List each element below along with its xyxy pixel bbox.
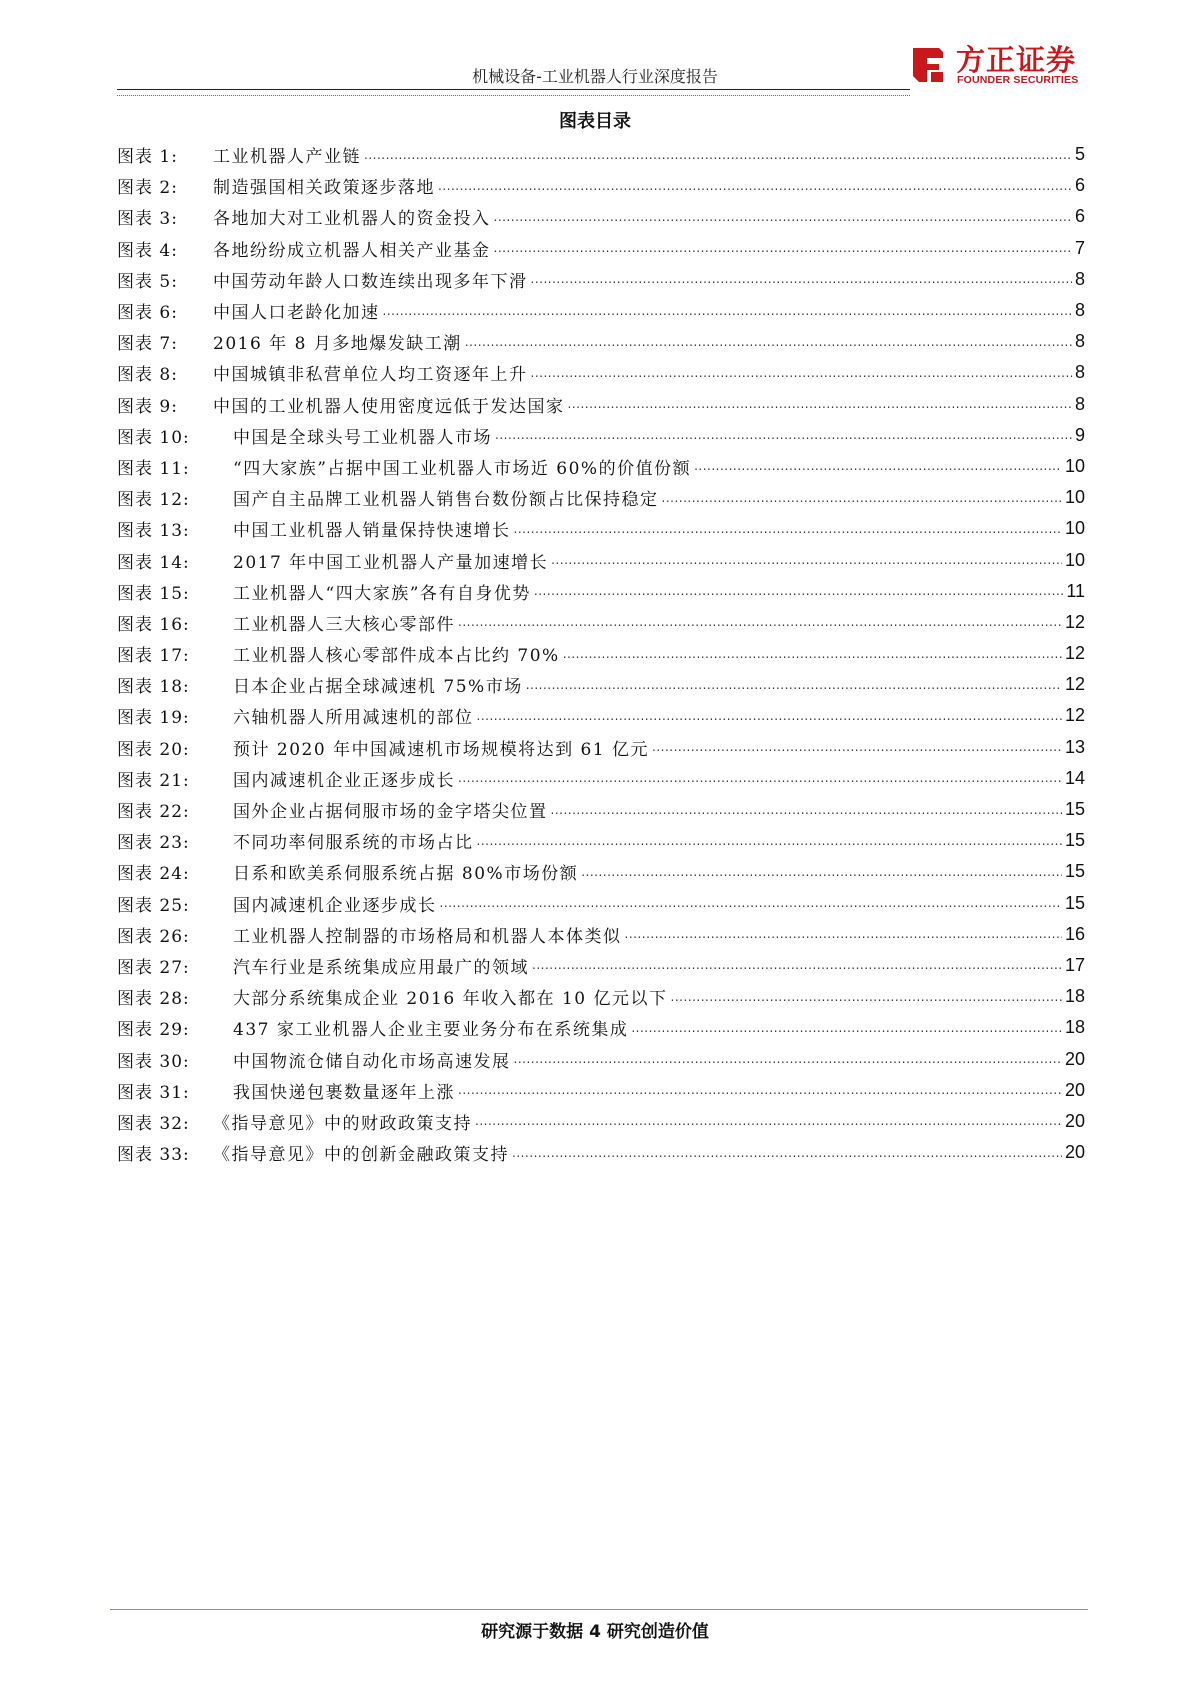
toc-entry[interactable] [117,1106,1085,1137]
toc-entry-caption: 中国城镇非私营单位人均工资逐年上升 [213,365,528,386]
toc-dot-leader [694,457,1062,475]
toc-entry-caption: 《指导意见》中的创新金融政策支持 [213,1145,509,1166]
toc-entry[interactable] [117,295,1085,326]
toc-entry[interactable] [117,607,1085,638]
toc-dot-leader [458,769,1062,787]
toc-entry[interactable] [117,1137,1085,1168]
report-title: 机械设备-工业机器人行业深度报告 [472,67,718,86]
toc-entry[interactable] [117,981,1085,1012]
toc-entry-caption: “四大家族”占据中国工业机器人市场近 60%的价值份额 [233,458,692,479]
toc-entry[interactable] [117,389,1085,420]
toc-entry-number: 图表 4: [117,240,178,261]
toc-entry[interactable] [117,357,1085,388]
toc-entry-page: 16 [1064,923,1085,944]
toc-entry-page: 18 [1064,1017,1085,1038]
toc-entry[interactable] [117,1075,1085,1106]
toc-entry-number: 图表 20: [117,739,190,760]
toc-entry[interactable] [117,950,1085,981]
toc-dot-leader [477,707,1062,725]
toc-entry-caption: 不同功率伺服系统的市场占比 [233,833,474,854]
toc-entry[interactable] [117,139,1085,170]
toc-entry[interactable] [117,825,1085,856]
toc-entry-page: 17 [1064,954,1085,975]
toc-entry[interactable] [117,856,1085,887]
toc-entry-page: 15 [1064,892,1085,913]
toc-entry[interactable] [117,763,1085,794]
toc-entry-number: 图表 11: [117,458,190,479]
toc-entry-caption: 日本企业占据全球减速机 75%市场 [233,677,523,698]
toc-entry-page: 12 [1064,674,1085,695]
toc-entry[interactable] [117,201,1085,232]
toc-entry-caption: 六轴机器人所用减速机的部位 [233,708,474,729]
toc-dot-leader [458,1081,1062,1099]
toc-list [117,139,1085,1168]
toc-entry[interactable] [117,1043,1085,1074]
toc-entry-caption: 中国物流仓储自动化市场高速发展 [233,1051,511,1072]
toc-entry[interactable] [117,264,1085,295]
toc-entry-page: 8 [1074,362,1085,383]
toc-entry[interactable] [117,1012,1085,1043]
toc-entry-caption: 工业机器人控制器的市场格局和机器人本体类似 [233,926,622,947]
toc-entry-page: 20 [1064,1110,1085,1131]
toc-dot-leader [551,551,1062,569]
toc-entry-caption: 工业机器人产业链 [213,147,361,168]
toc-entry-page: 7 [1074,237,1085,258]
toc-entry-caption: 大部分系统集成企业 2016 年收入都在 10 亿元以下 [233,989,668,1010]
toc-dot-leader [625,925,1062,943]
toc-entry-caption: 国产自主品牌工业机器人销售台数份额占比保持稳定 [233,490,659,511]
toc-entry-caption: 《指导意见》中的财政政策支持 [213,1113,472,1134]
toc-entry-caption: 437 家工业机器人企业主要业务分布在系统集成 [233,1020,629,1041]
toc-dot-leader [526,676,1062,694]
toc-entry-number: 图表 19: [117,708,190,729]
toc-title: 图表目录 [559,111,631,132]
toc-dot-leader [438,177,1072,195]
toc-dot-leader [458,613,1062,631]
toc-entry-caption: 国内减速机企业逐步成长 [233,895,437,916]
toc-entry-page: 15 [1064,861,1085,882]
toc-entry[interactable] [117,669,1085,700]
toc-entry-caption: 日系和欧美系伺服系统占据 80%市场份额 [233,864,579,885]
toc-entry[interactable] [117,794,1085,825]
logo-english-text: FOUNDER SECURITIES [957,74,1079,86]
toc-dot-leader [662,489,1062,507]
toc-dot-leader [495,426,1072,444]
toc-entry-number: 图表 27: [117,957,190,978]
footer-slogan: 研究源于数据 4 研究创造价值 [481,1622,709,1642]
toc-entry-page: 15 [1064,830,1085,851]
toc-entry-page: 20 [1064,1048,1085,1069]
toc-entry-page: 14 [1064,767,1085,788]
toc-entry-number: 图表 22: [117,802,190,823]
toc-dot-leader [383,302,1072,320]
toc-entry-caption: 各地加大对工业机器人的资金投入 [213,209,491,230]
toc-entry[interactable] [117,700,1085,731]
toc-entry-number: 图表 30: [117,1051,190,1072]
toc-entry-caption: 2017 年中国工业机器人产量加速增长 [233,552,549,573]
toc-dot-leader [568,395,1072,413]
toc-entry-number: 图表 9: [117,396,178,417]
toc-entry-caption: 国内减速机企业正逐步成长 [233,770,455,791]
toc-entry-number: 图表 17: [117,646,190,667]
toc-entry-page: 10 [1064,518,1085,539]
toc-dot-leader [475,1112,1062,1130]
toc-entry-page: 6 [1074,175,1085,196]
toc-entry-caption: 中国人口老龄化加速 [213,303,380,324]
toc-entry-page: 13 [1064,736,1085,757]
toc-entry-page: 8 [1074,268,1085,289]
toc-entry-caption: 我国快递包裹数量逐年上涨 [233,1082,455,1103]
toc-dot-leader [531,364,1072,382]
toc-dot-leader [563,645,1062,663]
toc-entry-page: 8 [1074,300,1085,321]
toc-entry-caption: 2016 年 8 月多地爆发缺工潮 [213,334,462,355]
toc-entry[interactable] [117,732,1085,763]
toc-entry-page: 20 [1064,1079,1085,1100]
toc-entry-number: 图表 15: [117,583,190,604]
toc-entry-caption: 预计 2020 年中国减速机市场规模将达到 61 亿元 [233,739,650,760]
header-divider [117,89,910,90]
toc-dot-leader [494,208,1072,226]
toc-entry-caption: 制造强国相关政策逐步落地 [213,178,435,199]
toc-entry[interactable] [117,513,1085,544]
header-dotted-divider [117,95,910,96]
toc-entry-page: 11 [1066,580,1085,601]
toc-entry-page: 5 [1074,144,1085,165]
toc-entry-number: 图表 23: [117,833,190,854]
toc-entry[interactable] [117,420,1085,451]
toc-entry-number: 图表 12: [117,490,190,511]
logo-chinese-text: 方正证券 [956,43,1077,77]
toc-dot-leader [531,270,1072,288]
toc-entry-page: 8 [1074,393,1085,414]
toc-entry-number: 图表 26: [117,926,190,947]
toc-dot-leader [514,1050,1062,1068]
toc-entry-caption: 中国工业机器人销量保持快速增长 [233,521,511,542]
toc-entry-page: 12 [1064,643,1085,664]
toc-dot-leader [551,801,1062,819]
toc-entry[interactable] [117,170,1085,201]
toc-entry-page: 9 [1074,424,1085,445]
toc-entry-number: 图表 25: [117,895,190,916]
toc-entry-number: 图表 24: [117,864,190,885]
company-logo [905,38,1085,90]
toc-entry-page: 12 [1064,611,1085,632]
toc-dot-leader [494,239,1072,257]
toc-entry-number: 图表 14: [117,552,190,573]
toc-entry-number: 图表 33: [117,1145,190,1166]
toc-entry-page: 18 [1064,986,1085,1007]
toc-entry-caption: 各地纷纷成立机器人相关产业基金 [213,240,491,261]
toc-entry-number: 图表 21: [117,770,190,791]
toc-entry-number: 图表 13: [117,521,190,542]
toc-entry-page: 20 [1064,1142,1085,1163]
toc-dot-leader [477,832,1062,850]
toc-entry[interactable] [117,919,1085,950]
toc-entry[interactable] [117,544,1085,575]
toc-entry-number: 图表 18: [117,677,190,698]
toc-entry-number: 图表 1: [117,147,178,168]
toc-entry-page: 12 [1064,705,1085,726]
toc-entry-page: 10 [1064,455,1085,476]
toc-entry-number: 图表 28: [117,989,190,1010]
toc-entry-page: 10 [1064,487,1085,508]
toc-entry-number: 图表 2: [117,178,178,199]
toc-entry[interactable] [117,326,1085,357]
toc-entry-caption: 中国是全球头号工业机器人市场 [233,427,492,448]
footer-divider [110,1609,1088,1610]
toc-entry-page: 10 [1064,549,1085,570]
toc-dot-leader [631,1019,1062,1037]
toc-entry-page: 15 [1064,799,1085,820]
toc-entry[interactable] [117,888,1085,919]
toc-dot-leader [440,894,1062,912]
toc-dot-leader [514,520,1062,538]
toc-entry[interactable] [117,482,1085,513]
toc-entry-number: 图表 32: [117,1113,190,1134]
toc-entry[interactable] [117,638,1085,669]
toc-dot-leader [512,1144,1062,1162]
toc-entry-number: 图表 8: [117,365,178,386]
toc-entry-caption: 中国的工业机器人使用密度远低于发达国家 [213,396,565,417]
toc-entry-caption: 国外企业占据伺服市场的金字塔尖位置 [233,802,548,823]
toc-entry[interactable] [117,451,1085,482]
toc-dot-leader [534,582,1063,600]
toc-entry-number: 图表 10: [117,427,190,448]
toc-entry-number: 图表 3: [117,209,178,230]
toc-entry-caption: 汽车行业是系统集成应用最广的领域 [233,957,529,978]
toc-entry-caption: 工业机器人“四大家族”各有自身优势 [233,583,531,604]
toc-dot-leader [652,738,1062,756]
toc-dot-leader [364,146,1072,164]
toc-entry[interactable] [117,233,1085,264]
toc-entry-number: 图表 6: [117,303,178,324]
toc-dot-leader [465,333,1072,351]
toc-dot-leader [581,863,1062,881]
toc-entry-page: 6 [1074,206,1085,227]
toc-entry-number: 图表 31: [117,1082,190,1103]
toc-dot-leader [671,988,1062,1006]
toc-entry-caption: 工业机器人核心零部件成本占比约 70% [233,646,560,667]
toc-entry-caption: 中国劳动年龄人口数连续出现多年下滑 [213,271,528,292]
toc-entry-number: 图表 5: [117,271,178,292]
toc-entry-caption: 工业机器人三大核心零部件 [233,614,455,635]
toc-entry-number: 图表 16: [117,614,190,635]
toc-entry-number: 图表 29: [117,1020,190,1041]
toc-entry[interactable] [117,576,1085,607]
toc-dot-leader [532,956,1062,974]
toc-entry-number: 图表 7: [117,334,178,355]
toc-entry-page: 8 [1074,331,1085,352]
founder-logo-icon [905,42,949,86]
